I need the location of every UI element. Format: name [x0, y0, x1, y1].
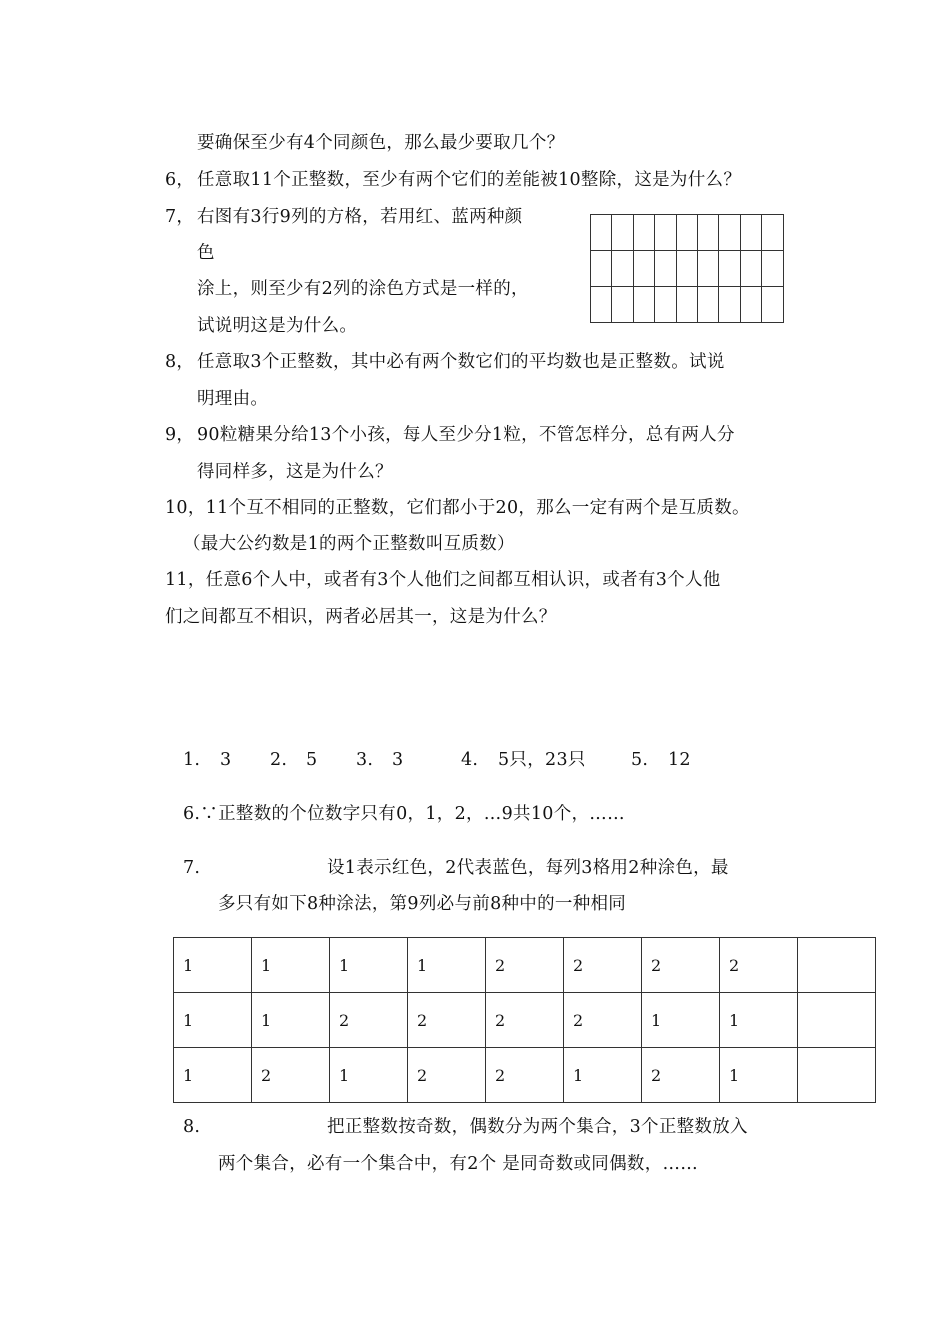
answer-3-value: 3: [392, 750, 404, 770]
table-cell: 1: [174, 938, 252, 993]
q8-line2: 明理由。: [197, 389, 269, 409]
table-row: [174, 993, 876, 1048]
table-cell: 1: [330, 1048, 408, 1103]
q6-number: 6，: [165, 170, 195, 190]
answer-2-number: 2.: [270, 750, 288, 770]
table-cell: 2: [564, 938, 642, 993]
q7-number: 7，: [165, 207, 195, 227]
table-cell: 2: [564, 993, 642, 1048]
table-row: [174, 938, 876, 993]
table-cell: 2: [252, 1048, 330, 1103]
table-cell: 1: [642, 993, 720, 1048]
table-cell: 1: [252, 938, 330, 993]
answer-4-value: 5只，23只: [498, 750, 586, 770]
table-cell: 2: [642, 1048, 720, 1103]
table-cell: 1: [174, 1048, 252, 1103]
table-cell: [798, 938, 876, 993]
q8-number: 8，: [165, 352, 195, 372]
table-cell: 1: [174, 993, 252, 1048]
q8-line1: 任意取3个正整数，其中必有两个数它们的平均数也是正整数。试说: [197, 352, 725, 372]
answer-1-number: 1.: [183, 750, 201, 770]
q9-number: 9，: [165, 425, 195, 445]
table-cell: 1: [252, 993, 330, 1048]
table-cell: 2: [642, 938, 720, 993]
table-cell: [798, 993, 876, 1048]
q7-line2: 色: [197, 243, 215, 263]
table-cell: 2: [486, 938, 564, 993]
q7-line4: 试说明这是为什么。: [197, 316, 358, 336]
answer-6: 6.∵正整数的个位数字只有0，1，2，…9共10个，……: [183, 804, 625, 824]
table-cell: 2: [720, 938, 798, 993]
answer-7-number: 7.: [183, 858, 201, 878]
table-cell: 2: [486, 993, 564, 1048]
q10-line1: 10，11个互不相同的正整数，它们都小于20，那么一定有两个是互质数。: [165, 498, 750, 518]
answer-7-line2: 多只有如下8种涂法，第9列必与前8种中的一种相同: [218, 894, 627, 914]
table-cell: 1: [720, 993, 798, 1048]
q11-line2: 们之间都互不相识，两者必居其一，这是为什么？: [165, 607, 557, 627]
q5-continuation: 要确保至少有4个同颜色，那么最少要取几个？: [197, 133, 565, 153]
table-cell: 2: [330, 993, 408, 1048]
answer-8-line1: 把正整数按奇数，偶数分为两个集合，3个正整数放入: [327, 1117, 748, 1137]
q7-line1: 右图有3行9列的方格，若用红、蓝两种颜: [197, 207, 523, 227]
blank-grid-3x9: [590, 214, 784, 323]
answer-5-number: 5.: [631, 750, 649, 770]
q9-line1: 90粒糖果分给13个小孩，每人至少分1粒，不管怎样分，总有两人分: [197, 425, 735, 445]
answer-1-value: 3: [220, 750, 232, 770]
table-cell: 1: [330, 938, 408, 993]
answer-2-value: 5: [306, 750, 318, 770]
table-cell: 1: [564, 1048, 642, 1103]
coloring-table: [173, 937, 876, 1103]
q9-line2: 得同样多，这是为什么？: [197, 462, 393, 482]
table-cell: 2: [408, 1048, 486, 1103]
table-cell: 1: [408, 938, 486, 993]
answer-8-number: 8.: [183, 1117, 201, 1137]
answer-5-value: 12: [668, 750, 691, 770]
answer-3-number: 3.: [356, 750, 374, 770]
answer-7-line1: 设1表示红色，2代表蓝色，每列3格用2种涂色，最: [327, 858, 729, 878]
table-cell: 1: [720, 1048, 798, 1103]
q7-line3: 涂上，则至少有2列的涂色方式是一样的，: [197, 279, 529, 299]
answer-4-number: 4.: [461, 750, 479, 770]
q11-line1: 11，任意6个人中，或者有3个人他们之间都互相认识，或者有3个人他: [165, 570, 721, 590]
table-cell: 2: [486, 1048, 564, 1103]
table-cell: [798, 1048, 876, 1103]
answer-8-line2: 两个集合，必有一个集合中，有2个 是同奇数或同偶数，……: [218, 1154, 699, 1174]
q10-line2: （最大公约数是1的两个正整数叫互质数）: [183, 534, 515, 554]
table-row: [174, 1048, 876, 1103]
q6-text: 任意取11个正整数，至少有两个它们的差能被10整除，这是为什么？: [197, 170, 742, 190]
table-cell: 2: [408, 993, 486, 1048]
